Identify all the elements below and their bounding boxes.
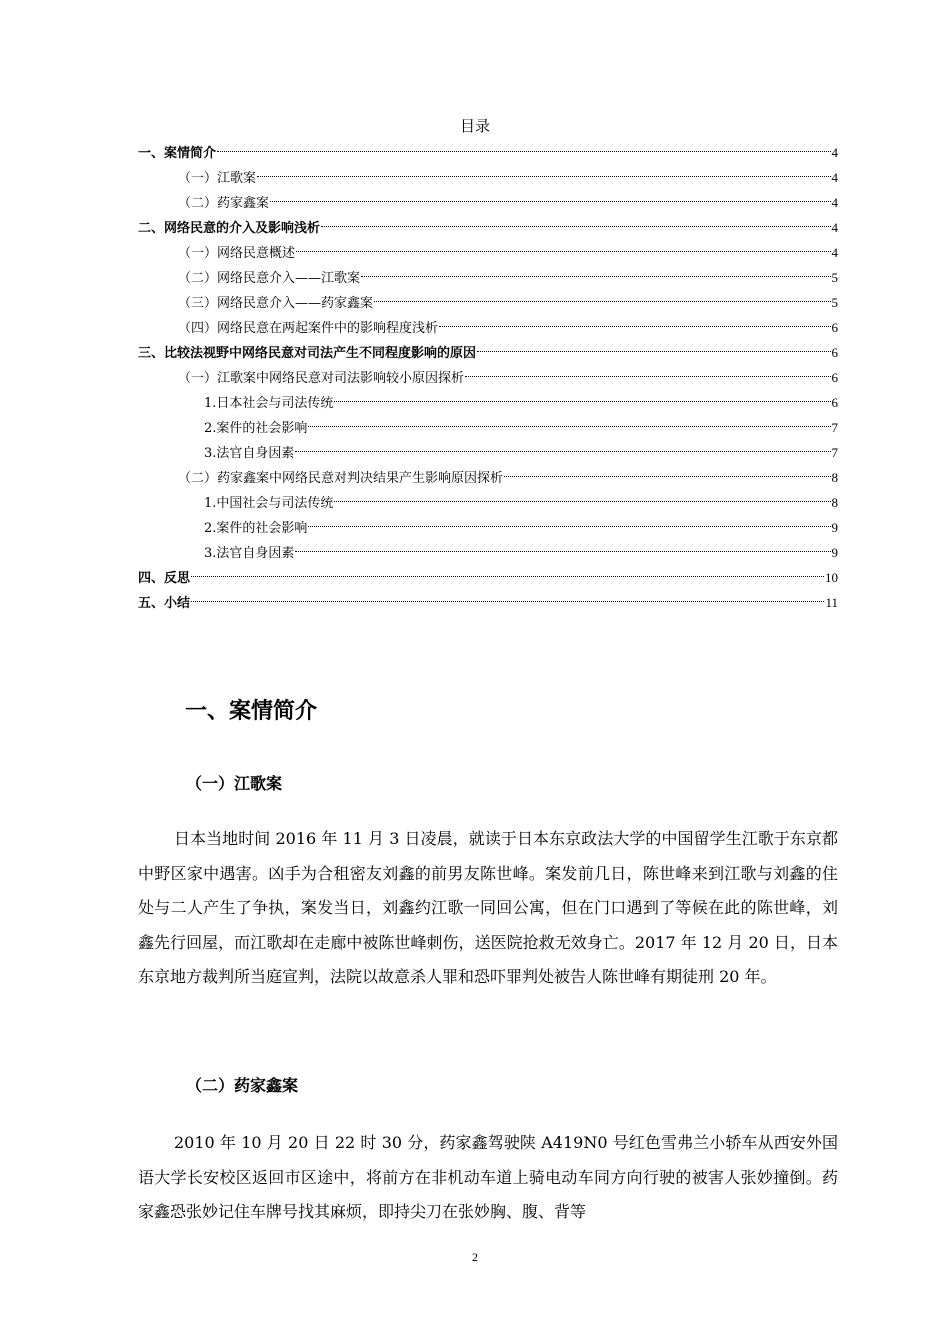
toc-dot-leader xyxy=(334,501,830,502)
toc-entry-label: 五、小结 xyxy=(138,596,191,611)
toc-entry[interactable] xyxy=(138,165,838,190)
toc-entry-label: （二）药家鑫案 xyxy=(178,196,270,211)
toc-entry-label: 3.法官自身因素 xyxy=(204,546,295,561)
toc-dot-leader xyxy=(295,551,830,552)
toc-entry-label: 四、反思 xyxy=(138,571,191,586)
toc-entry-page: 6 xyxy=(831,370,838,385)
toc-entry-page: 11 xyxy=(825,595,838,610)
toc-entry[interactable] xyxy=(138,490,838,515)
toc-dot-leader xyxy=(257,176,830,177)
toc-dot-leader xyxy=(191,601,824,602)
toc-entry-label: （四）网络民意在两起案件中的影响程度浅析 xyxy=(178,321,439,336)
table-of-contents xyxy=(138,140,838,615)
toc-dot-leader xyxy=(308,426,830,427)
toc-entry-page: 4 xyxy=(831,170,838,185)
toc-entry-label: 2.案件的社会影响 xyxy=(204,421,308,436)
toc-entry-page: 4 xyxy=(831,220,838,235)
toc-dot-leader xyxy=(439,326,830,327)
toc-entry[interactable] xyxy=(138,515,838,540)
toc-entry[interactable] xyxy=(138,315,838,340)
toc-entry[interactable] xyxy=(138,415,838,440)
toc-dot-leader xyxy=(477,351,830,352)
toc-entry-page: 4 xyxy=(831,145,838,160)
toc-entry-label: 一、案情简介 xyxy=(138,146,217,161)
toc-entry[interactable] xyxy=(138,565,838,590)
toc-entry-page: 9 xyxy=(831,520,838,535)
toc-entry[interactable] xyxy=(138,440,838,465)
toc-dot-leader xyxy=(321,226,830,227)
section-heading-jiang-ge: （一）江歌案 xyxy=(186,774,283,793)
toc-entry-label: （二）药家鑫案中网络民意对判决结果产生影响原因探析 xyxy=(178,471,504,486)
toc-entry-page: 8 xyxy=(831,470,838,485)
toc-dot-leader xyxy=(308,526,830,527)
toc-entry-label: （一）江歌案 xyxy=(178,171,257,186)
page-number: 2 xyxy=(472,1250,478,1264)
toc-entry[interactable] xyxy=(138,540,838,565)
paragraph-yao-jiaxin: 2010 年 10 月 20 日 22 时 30 分，药家鑫驾驶陕 A419N0 号红色雪弗兰小轿车从西安外国语大学长安校区返回市区途中，将前方在非机动车道上骑电动车同方向行驶的被害人张妙撞倒。药家鑫恐张妙记住车牌号找其麻烦，即持尖刀在张妙胸、腹、背等 xyxy=(138,1133,838,1221)
toc-entry-label: （二）网络民意介入——江歌案 xyxy=(178,271,361,286)
toc-dot-leader xyxy=(465,376,830,377)
toc-entry-label: 1.日本社会与司法传统 xyxy=(204,396,334,411)
toc-entry-label: 三、比较法视野中网络民意对司法产生不同程度影响的原因 xyxy=(138,346,477,361)
toc-entry[interactable] xyxy=(138,240,838,265)
toc-entry[interactable] xyxy=(138,390,838,415)
toc-entry-page: 6 xyxy=(831,320,838,335)
paragraph-jiang-ge: 日本当地时间 2016 年 11 月 3 日凌晨，就读于日本东京政法大学的中国留学生江歌于东京都中野区家中遇害。凶手为合租密友刘鑫的前男友陈世峰。案发前几日，陈世峰来到江歌与刘鑫的住处与二人产生了争执，案发当日，刘鑫约江歌一同回公寓，但在门口遇到了等候在此的陈世峰，刘鑫先行回屋，而江歌却在走廊中被陈世峰刺伤，送医院抢救无效身亡。2017 年 12 月 20 日，日本东京地方裁判所当庭宣判，法院以故意杀人罪和恐吓罪判处被告人陈世峰有期徒刑 20 年。 xyxy=(138,829,838,986)
toc-entry-page: 6 xyxy=(831,395,838,410)
toc-entry-page: 6 xyxy=(831,345,838,360)
toc-entry-label: （一）网络民意概述 xyxy=(178,246,296,261)
toc-dot-leader xyxy=(295,451,830,452)
toc-entry-label: （一）江歌案中网络民意对司法影响较小原因探析 xyxy=(178,371,465,386)
toc-dot-leader xyxy=(374,301,830,302)
toc-entry-page: 4 xyxy=(831,195,838,210)
toc-entry[interactable] xyxy=(138,290,838,315)
toc-entry-label: （三）网络民意介入——药家鑫案 xyxy=(178,296,374,311)
toc-dot-leader xyxy=(217,151,830,152)
toc-entry-page: 9 xyxy=(831,545,838,560)
toc-entry[interactable] xyxy=(138,340,838,365)
toc-title: 目录 xyxy=(459,117,490,135)
toc-dot-leader xyxy=(334,401,830,402)
toc-entry[interactable] xyxy=(138,365,838,390)
toc-entry-label: 3.法官自身因素 xyxy=(204,446,295,461)
toc-entry-label: 1.中国社会与司法传统 xyxy=(204,496,334,511)
toc-entry-label: 二、网络民意的介入及影响浅析 xyxy=(138,221,321,236)
toc-entry-label: 2.案件的社会影响 xyxy=(204,521,308,536)
toc-entry[interactable] xyxy=(138,265,838,290)
toc-entry-page: 7 xyxy=(831,420,838,435)
toc-entry[interactable] xyxy=(138,190,838,215)
toc-entry-page: 10 xyxy=(825,570,838,585)
section-heading-yao-jiaxin: （二）药家鑫案 xyxy=(186,1076,299,1095)
toc-entry[interactable] xyxy=(138,215,838,240)
toc-dot-leader xyxy=(361,276,830,277)
toc-entry-page: 4 xyxy=(831,245,838,260)
chapter-heading: 一、案情简介 xyxy=(185,699,318,724)
toc-entry-page: 7 xyxy=(831,445,838,460)
toc-entry[interactable] xyxy=(138,140,838,165)
toc-entry[interactable] xyxy=(138,465,838,490)
toc-dot-leader xyxy=(270,201,830,202)
toc-entry-page: 5 xyxy=(831,295,838,310)
toc-entry[interactable] xyxy=(138,590,838,615)
toc-entry-page: 5 xyxy=(831,270,838,285)
toc-entry-page: 8 xyxy=(831,495,838,510)
toc-dot-leader xyxy=(296,251,830,252)
toc-dot-leader xyxy=(504,476,830,477)
toc-dot-leader xyxy=(191,576,824,577)
